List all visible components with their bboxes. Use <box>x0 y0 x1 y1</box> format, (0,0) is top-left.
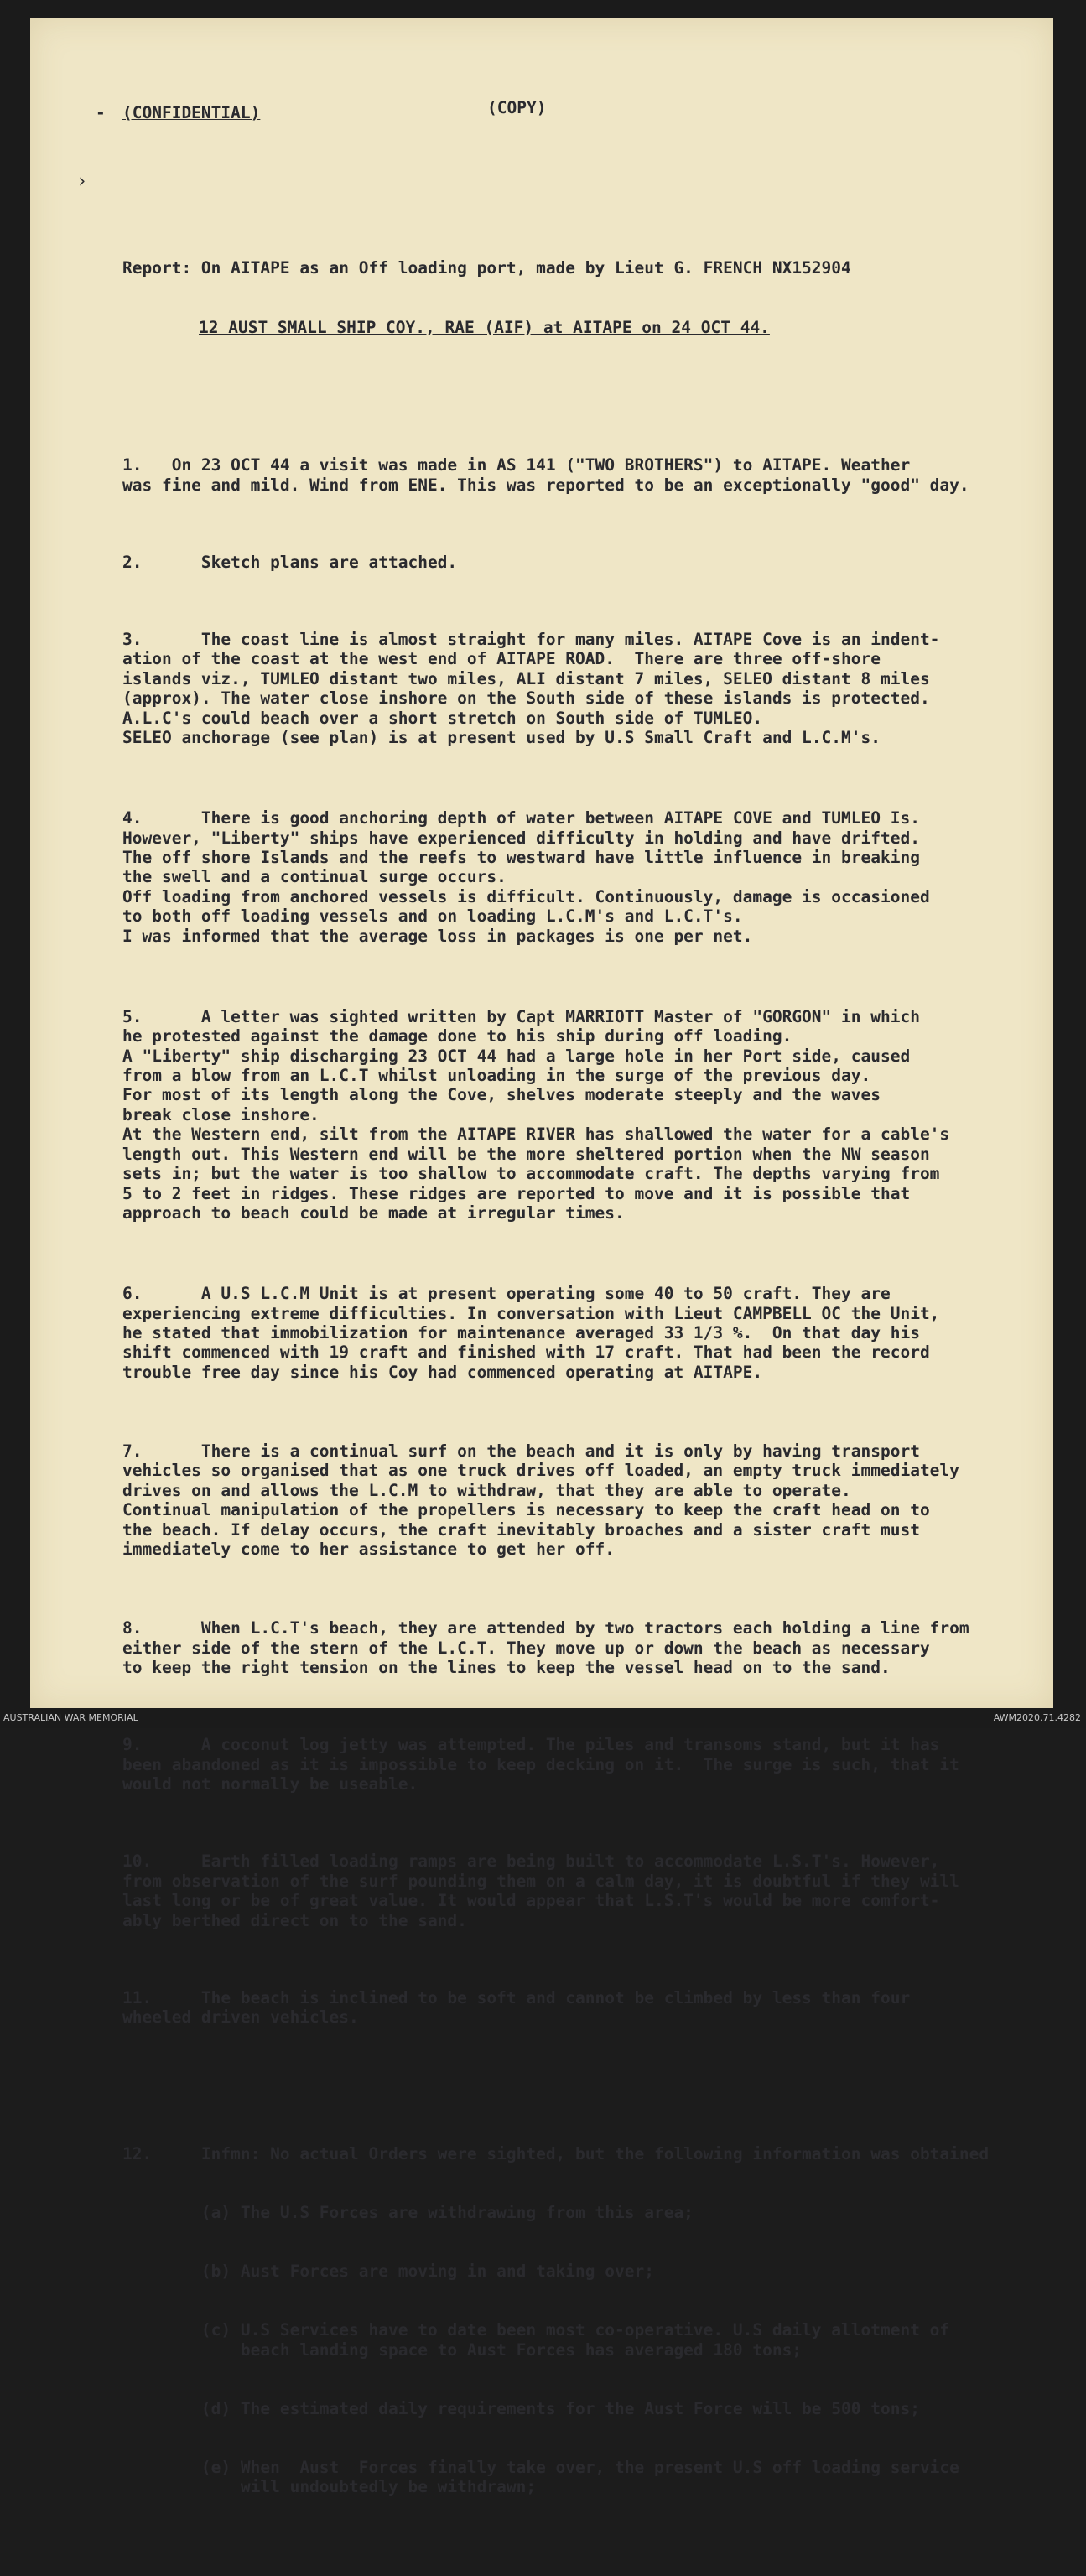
copy-label: (COPY) <box>487 97 547 117</box>
paragraph-9: 9. A coconut log jetty was attempted. The piles and transoms stand, but it has been abandoned as it is impossible to keep decking on it. The surge is such, that it would not normally be useable. <box>122 1735 959 1794</box>
margin-tick-mark: › <box>76 170 88 192</box>
archive-footer <box>0 1708 1086 1728</box>
report-title-line-1: Report: On AITAPE as an Off loading port, made by Lieut G. FRENCH NX152904 <box>122 258 851 278</box>
list-item-b: (b) Aust Forces are moving in and taking over; <box>122 2262 654 2281</box>
list-item-c: (c) U.S Services have to date been most co-operative. U.S daily allotment of beach landing space to Aust Forces has averaged 180 tons; <box>200 2320 950 2360</box>
list-item-d: (d) The estimated daily requirements for the Aust Force will be 500 tons; <box>122 2398 920 2418</box>
paragraph-7: 7. There is a continual surf on the beach and it is only by having transport vehicles so organised that as one truck drives off loaded, an empty truck immediately drives on and allows the L.C.M to withdraw, that they are able to operate. Continual manipulation of the propellers is necessary to keep the craft head on to the beach. If delay occurs, the craft inevitably broaches and a sister craft must immediately come to her assistance to get her off. <box>122 1441 959 1559</box>
paragraph-10: 10. Earth filled loading ramps are being built to accommodate L.S.T's. However, from observation of the surf pounding them on a calm day, it is doubtful if they will last long or be of great value. It would appear that L.S.T's would be more comfort- ably berthed direct on to the sand. <box>122 1852 959 1930</box>
paragraph-12-intro: 12. Infmn: No actual Orders were sighted, but the following information was obtained <box>122 2143 990 2163</box>
paragraph-4: 4. There is good anchoring depth of water between AITAPE COVE and TUMLEO Is. However, "Liberty" ships have experienced difficulty in holding and have drifted. The off shore Islands and the reefs to westward have little influence in breaking the swell and a continual surge occurs. Off loading from anchored vessels is difficult. Continuously, damage is occasioned to both off loading vessels and on loading L.C.M's and L.C.T's. I was informed that the average loss in packages is one per net. <box>122 808 930 946</box>
typed-report <box>76 64 1028 2576</box>
report-title <box>122 220 1028 377</box>
paragraph-6: 6. A U.S L.C.M Unit is at present operating some 40 to 50 craft. They are experiencing extreme difficulties. In conversation with Lieut CAMPBELL OC the Unit, he stated that immobilization for maintenance averaged 33 1/3 %. On that day his shift commenced with 19 craft and finished with 17 craft. That had been the record trouble free day since his Coy had commenced operating at AITAPE. <box>122 1284 940 1382</box>
paragraph-11: 11. The beach is inclined to be soft and cannot be climbed by less than four wheeled driven vehicles. <box>122 1987 911 2028</box>
paragraph-3: 3. The coast line is almost straight for many miles. AITAPE Cove is an indent- ation of the coast at the west end of AITAPE ROAD. There are three off-shore islands viz., TUMLEO distant two miles, ALI distant 7 miles, SELEO distant 8 miles (approx). The water close inshore on the South side of these islands is protected. A.L.C's could beach over a short stretch on South side of TUMLEO. SELEO anchorage (see plan) is at present used by U.S Small Craft and L.C.M's. <box>122 629 940 747</box>
list-item-e: (e) When Aust Forces finally take over, the present U.S off loading service will undoubtedly be withdrawn; <box>200 2458 959 2497</box>
accession-number: AWM2020.71.4282 <box>993 1712 1081 1723</box>
paragraph-5: 5. A letter was sighted written by Capt MARRIOTT Master of "GORGON" in which he protested against the damage done to his ship during off loading. A "Liberty" ship discharging 23 OCT 44 had a large hole in her Port side, caused from a blow from an L.C.T whilst unloading in the surge of the previous day. For most of its length along the Cove, shelves moderate steeply and the waves break close inshore. At the Western end, silt from the AITAPE RIVER has shallowed the water for a cable's length out. This Western end will be the more sheltered portion when the NW season sets in; but the water is too shallow to accommodate craft. The depths varying from 5 to 2 feet in ridges. These ridges are reported to move and it is possible that approach to beach could be made at irregular times. <box>122 1006 950 1223</box>
confidential-label: (CONFIDENTIAL) <box>122 102 261 122</box>
paragraph-2: 2. Sketch plans are attached. <box>122 552 458 572</box>
institution-credit: AUSTRALIAN WAR MEMORIAL <box>3 1712 138 1723</box>
list-item-a: (a) The U.S Forces are withdrawing from this area; <box>122 2202 694 2222</box>
margin-dash: - <box>96 102 106 122</box>
page-header <box>76 97 1028 192</box>
report-title-line-2: 12 AUST SMALL SHIP COY., RAE (AIF) at AITAPE on 24 OCT 44. <box>199 317 770 337</box>
paragraph-1: 1. On 23 OCT 44 a visit was made in AS 141 ("TWO BROTHERS") to AITAPE. Weather was fine and mild. Wind from ENE. This was reported to be an exceptionally "good" day. <box>122 455 969 495</box>
paragraph-8: 8. When L.C.T's beach, they are attended by two tractors each holding a line from either side of the stern of the L.C.T. They move up or down the beach as necessary to keep the right tension on the lines to keep the vessel head on to the sand. <box>122 1618 969 1678</box>
paragraph-12 <box>122 2105 1028 2537</box>
